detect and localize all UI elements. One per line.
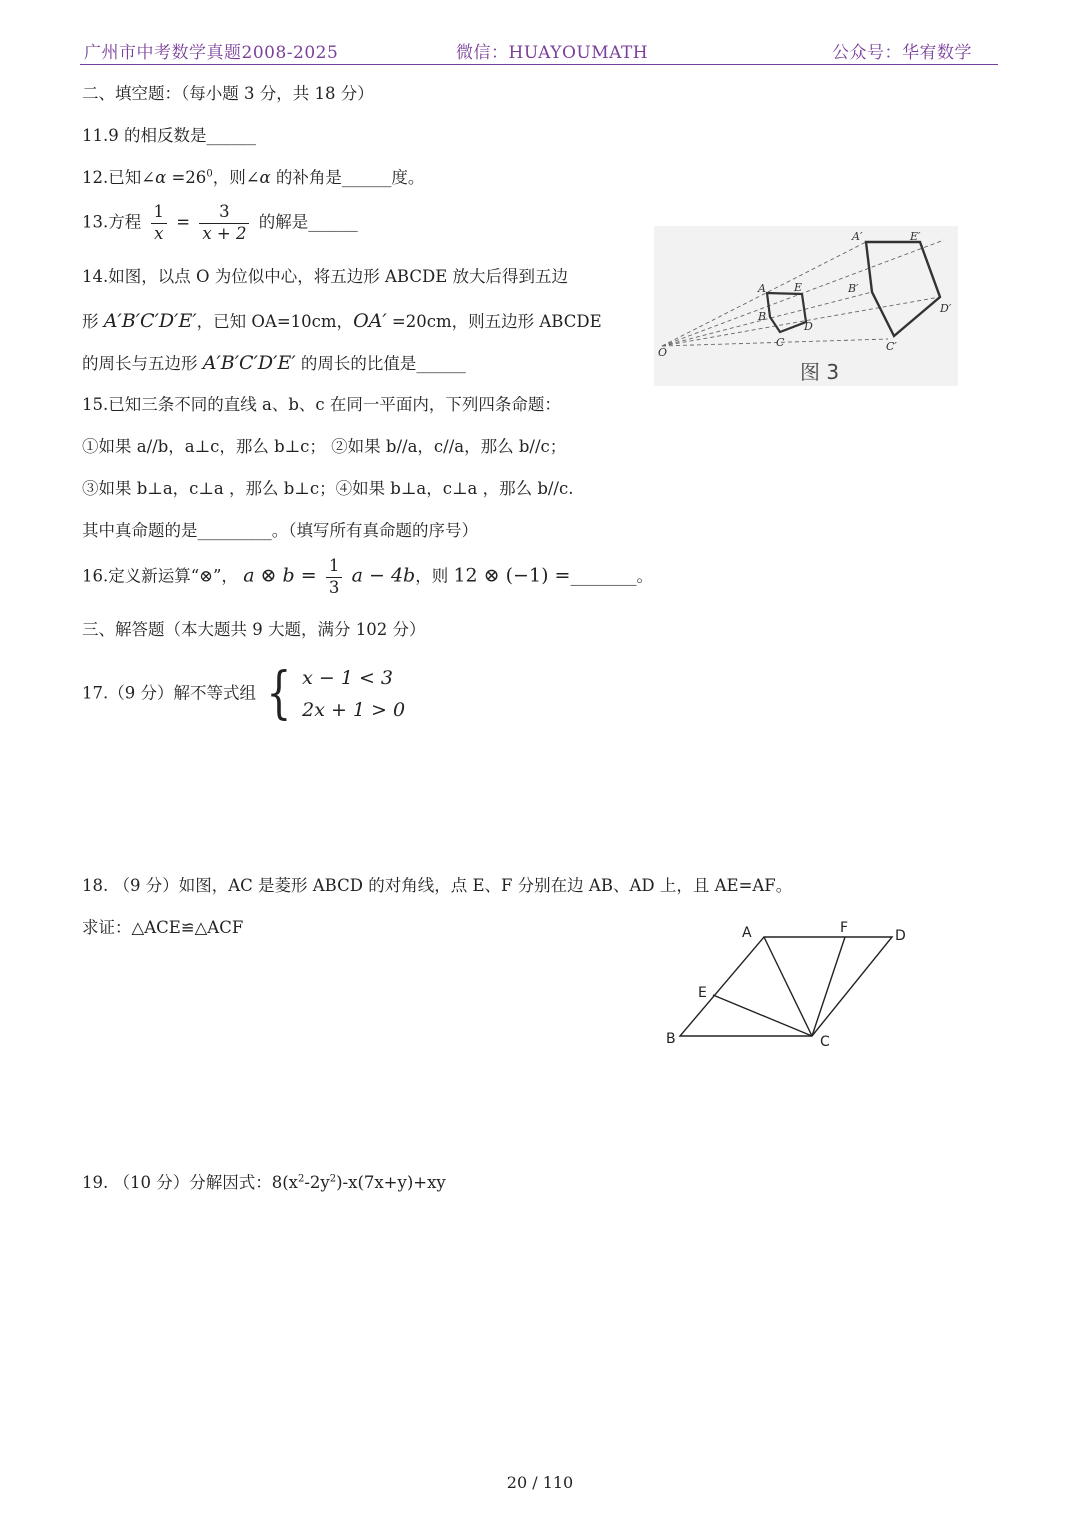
q16-post: ________。 — [570, 566, 653, 586]
q13-f2-num: 3 — [199, 202, 249, 224]
system-brace: { — [266, 661, 292, 726]
q13-f2-den: x + 2 — [202, 223, 247, 243]
q13-f1-num: 1 — [151, 202, 168, 224]
header-center: 微信：HUAYOUMATH — [456, 43, 649, 63]
label-f: F — [840, 920, 849, 936]
section2-title: 二、填空题：（每小题 3 分，共 18 分） — [82, 84, 374, 103]
label-b: B — [666, 1031, 676, 1047]
ray-c — [662, 339, 888, 346]
q13-pre: 13.方程 — [82, 212, 142, 232]
q13-f1-den: x — [154, 223, 164, 243]
segment-cf — [812, 937, 845, 1036]
label-a: A — [742, 925, 752, 941]
q17-pre: 17.（9 分）解不等式组 — [82, 683, 256, 703]
label-c: C — [776, 336, 785, 349]
rhombus-abcd — [680, 937, 892, 1036]
q19-sup2: 2 — [329, 1173, 337, 1185]
question-15-line1: 15.已知三条不同的直线 a、b、c 在同一平面内，下列四条命题： — [82, 395, 561, 414]
header-left: 广州市中考数学真题2008-2025 — [84, 43, 339, 63]
q12-post: 的补角是______度。 — [270, 168, 425, 187]
q16-rhs: a − 4b — [351, 564, 416, 587]
figure-rhombus — [660, 915, 910, 1055]
q13-fraction-2 — [199, 202, 249, 244]
question-14-line3 — [82, 352, 466, 376]
figure-caption: 图 3 — [800, 360, 840, 384]
question-19 — [82, 1173, 446, 1194]
question-15-line2: ①如果 a//b，a⊥c，那么 b⊥c； ②如果 b//a，c//a，那么 b//c； — [82, 437, 567, 456]
rhombus-svg — [660, 915, 910, 1055]
question-18-line2: 求证：△ACE≌△ACF — [82, 918, 244, 937]
section3-title: 三、解答题（本大题共 9 大题，满分 102 分） — [82, 620, 426, 639]
q14-l2-math: A′B′C′D′E′ — [103, 310, 197, 332]
q14-l2-math2: OA′ — [353, 310, 387, 332]
label-a: A — [758, 282, 766, 295]
homothety-svg — [654, 226, 958, 386]
q12-alpha: α — [155, 168, 167, 187]
label-e: E — [698, 985, 707, 1001]
q14-l2-post: =20cm，则五边形 ABCDE — [386, 312, 602, 331]
q19-mid: -2y — [304, 1173, 330, 1192]
segment-ce — [713, 995, 812, 1036]
label-o: O — [658, 346, 668, 359]
q17-eq1: x − 1 < 3 — [302, 667, 394, 689]
label-d: D — [804, 320, 813, 333]
question-14-line1: 14.如图，以点 O 为位似中心，将五边形 ABCDE 放大后得到五边 — [82, 267, 568, 286]
label-b2: B′ — [848, 282, 859, 295]
question-11: 11.9 的相反数是______ — [82, 126, 256, 145]
q19-sup1: 2 — [297, 1173, 305, 1185]
q17-eq2: 2x + 1 > 0 — [302, 699, 406, 721]
page-number: 20 / 110 — [506, 1473, 574, 1492]
label-a2: A′ — [852, 230, 863, 243]
question-13 — [82, 202, 358, 244]
question-12 — [82, 168, 424, 189]
q16-f-num: 1 — [326, 556, 343, 578]
q19-pre: 19. （10 分）分解因式：8(x — [82, 1173, 298, 1192]
label-e2: E′ — [910, 230, 921, 243]
question-15-line3: ③如果 b⊥a，c⊥a ，那么 b⊥c；④如果 b⊥a，c⊥a ，那么 b//c. — [82, 479, 574, 498]
q12-alpha2: α — [259, 168, 271, 187]
q12-mid2: ，则∠ — [212, 168, 260, 187]
q16-lhs: a ⊗ b = — [243, 564, 317, 587]
label-c2: C′ — [886, 340, 897, 353]
label-d2: D′ — [940, 302, 952, 315]
q14-l3-pre: 的周长与五边形 — [82, 354, 203, 373]
label-c: C — [820, 1034, 830, 1050]
question-16 — [82, 556, 653, 598]
label-e: E — [794, 281, 803, 294]
q13-eq: = — [176, 212, 191, 232]
system-equations — [302, 662, 405, 726]
q16-pre: 16.定义新运算“⊗”， — [82, 566, 238, 586]
header-rule — [80, 64, 998, 65]
question-18-line1: 18. （9 分）如图，AC 是菱形 ABCD 的对角线，点 E、F 分别在边 AB、AD 上，且 AE=AF。 — [82, 876, 793, 895]
pentagon-a2b2c2d2e2 — [866, 242, 940, 336]
question-14-line2 — [82, 310, 602, 334]
q13-fraction-1 — [151, 202, 168, 244]
segment-ac — [764, 937, 812, 1036]
q14-l3-math: A′B′C′D′E′ — [202, 352, 296, 374]
ray-d — [662, 297, 940, 346]
q16-expr: 12 ⊗ (−1) = — [453, 564, 571, 587]
q14-l3-post: 的周长的比值是______ — [295, 354, 466, 373]
q12-degree: 0 — [206, 168, 213, 180]
q14-l2-mid: ，已知 OA=10cm， — [196, 312, 354, 331]
q16-f-den: 3 — [328, 577, 340, 597]
question-17 — [82, 662, 405, 726]
q12-pre: 12.已知∠ — [82, 168, 156, 187]
figure-homothety — [654, 226, 958, 386]
label-b: B — [758, 310, 767, 323]
q13-post: 的解是______ — [258, 212, 358, 232]
header-right: 公众号：华宥数学 — [832, 43, 972, 63]
label-d: D — [895, 928, 906, 944]
q12-mid: =26 — [166, 168, 207, 187]
q16-mid: ，则 — [415, 566, 449, 586]
question-15-line4: 其中真命题的是_________。（填写所有真命题的序号） — [82, 521, 478, 540]
inequality-system — [261, 662, 405, 726]
q19-post: )-x(7x+y)+xy — [336, 1173, 446, 1192]
q14-l2-pre: 形 — [82, 312, 104, 331]
q16-fraction — [326, 556, 343, 598]
